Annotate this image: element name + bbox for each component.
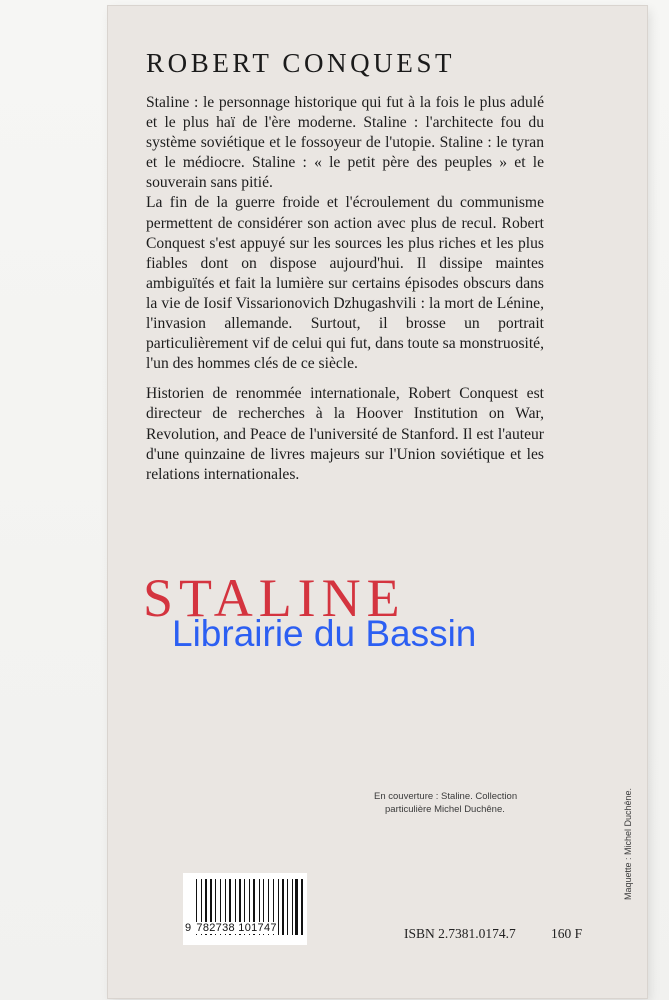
- bookshop-watermark: Librairie du Bassin: [172, 613, 477, 654]
- book-title: STALINE: [143, 568, 406, 628]
- barcode-lead-digit: 9: [185, 922, 192, 934]
- design-credit: Maquette : Michel Duchêne.: [623, 787, 633, 900]
- cover-caption: [374, 790, 574, 816]
- blurb-paragraph-1: Staline : le personnage historique qui fut à la fois le plus adulé et le plus haï de l'ère moderne. Staline : l'architecte fou du système soviétique et le fossoyeur de l'utopie. Staline : le tyran et le médiocre. Staline : « le petit père des peuples » et le souverain sans pitié.: [146, 94, 544, 192]
- barcode-number: [185, 922, 305, 934]
- barcode: [183, 873, 307, 945]
- price: 160 F: [551, 926, 583, 941]
- blurb-paragraph-2: La fin de la guerre froide et l'écroulement du communisme permettent de considérer son action avec plus de recul. Robert Conquest s'est appuyé sur les sources les plus riches et les plus fiables dont on dispose aujourd'hui. Il dissipe maintes ambiguïtés et fait la lumière sur certains épisodes obscurs dans la vie de Iosif Vissarionovich Dzhugashvili : la mort de Lénine, l'invasion allemande. Surtout, il brosse un portrait particulièrement vif de celui qui fut, dans toute sa monstruosité, l'un des hommes clés de ce siècle.: [146, 194, 544, 373]
- barcode-digits: 782738 101747: [196, 922, 277, 934]
- author-name: ROBERT CONQUEST: [146, 48, 456, 78]
- isbn: ISBN 2.7381.0174.7: [404, 926, 516, 941]
- caption-line-2: particulière Michel Duchêne.: [385, 804, 505, 815]
- blurb: [146, 93, 544, 485]
- blurb-paragraph-3: Historien de renommée internationale, Robert Conquest est directeur de recherches à la Hoover Institution on War, Revolution, and Peace de l'université de Stanford. Il est l'auteur d'une quinzaine de livres majeurs sur l'Union soviétique et les relations internationales.: [146, 385, 544, 483]
- caption-line-1: En couverture : Staline. Collection: [374, 791, 518, 802]
